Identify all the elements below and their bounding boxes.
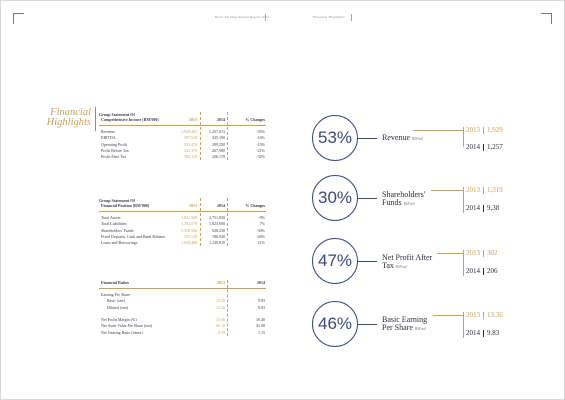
gold-rule: [413, 130, 463, 131]
row-label: Total Liabilities: [101, 221, 127, 227]
row-label: Net Asset Value Per Share (sen): [101, 323, 152, 329]
percent-circle: 47%: [312, 238, 358, 284]
table-header-row: [99, 117, 266, 124]
percent-circle: 46%: [312, 301, 358, 347]
col-header-2013: 2013: [189, 117, 197, 122]
year-2013-value: 2013 1,319: [466, 186, 503, 194]
gold-rule: [433, 315, 463, 316]
col-header-2013: 2013: [189, 203, 197, 208]
section-title-line1: Financial: [50, 107, 91, 118]
value-2013: 0.59: [218, 329, 225, 335]
table-title-sub: Comprehensive Income (RM'000): [101, 117, 159, 122]
highlight-label: Revenue RM'mil: [382, 133, 424, 142]
value-2013: 1,318,930: [181, 227, 197, 233]
value-2013: 397,530: [184, 135, 197, 141]
financial-ratios-table: [99, 280, 266, 336]
row-label: Operating Profit: [101, 141, 128, 147]
value-2014: 335,190: [212, 135, 225, 141]
crop-mark-top-left: [13, 13, 24, 24]
connector-line: [357, 138, 377, 139]
gold-rule: [431, 190, 463, 191]
col-header-2013: 2013: [217, 280, 225, 285]
value-change: -32%: [256, 154, 265, 160]
row-label: Profit After Tax: [101, 154, 127, 160]
value-2013: 13.36: [216, 304, 225, 310]
value-2014: 1,257,013: [209, 129, 225, 134]
gold-bracket: [463, 187, 464, 213]
highlight-label: Shareholders' Funds RM'mil: [382, 190, 426, 207]
value-2013: 341,370: [184, 147, 197, 153]
value-2014: 41.00: [256, 323, 265, 329]
connector-line: [357, 198, 377, 199]
value-2013: 60.10: [216, 323, 225, 329]
title-divider: [95, 107, 96, 131]
value-change: -30%: [256, 227, 265, 233]
row-label: Fixed Deposits, Cash and Bank Balance: [101, 233, 166, 239]
value-2013: 1,702,570: [181, 221, 197, 227]
value-change: -9%: [258, 215, 265, 220]
table-title: Financial Ratios: [101, 280, 129, 285]
value-2014: 16.40: [256, 317, 265, 323]
gold-bracket: [463, 127, 464, 147]
table-header-row: [99, 280, 266, 287]
value-change: 21%: [257, 240, 265, 246]
value-2013: 3,021,500: [181, 215, 197, 220]
col-header-2014: 2014: [257, 280, 265, 285]
value-2014: 186,920: [212, 233, 225, 239]
year-2013-value: 2013 1,929: [466, 126, 503, 134]
gold-bracket: [463, 312, 464, 338]
table-body: [99, 129, 266, 160]
highlight-label: Net Profit After Tax RM'mil: [382, 253, 433, 270]
row-label: Loans and Borrowings: [101, 240, 138, 246]
crop-mark-top-right: [541, 13, 552, 24]
year-2013-value: 2013 13.36: [466, 311, 503, 319]
row-label: Earning Per Share: [101, 292, 131, 297]
table-title: Group Statement Of: [99, 198, 135, 203]
column-separator: [227, 198, 228, 246]
financial-position-table: [99, 198, 266, 246]
table-body: [99, 215, 266, 246]
value-2013: 1,030,480: [181, 240, 197, 246]
row-label: Diluted (sen): [107, 304, 128, 310]
value-2014: 9.83: [258, 298, 265, 304]
section-title: [31, 108, 91, 128]
table-rule: [99, 288, 266, 289]
year-2014-value: 2014 1,257: [466, 143, 503, 151]
row-label: Shareholders' Funds: [101, 227, 134, 233]
running-header-left: Basic Earning Annual Report 2014: [215, 15, 269, 19]
value-change: -35%: [256, 129, 265, 134]
value-2013: 13.36: [216, 298, 225, 304]
highlight-label: Basic Earning Per Share RM'mil: [382, 315, 428, 332]
value-change: -16%: [256, 135, 265, 141]
row-label: Total Assets: [101, 215, 121, 220]
row-label: EBITDA: [101, 135, 116, 141]
row-label: Revenue: [101, 129, 115, 134]
connector-line: [357, 324, 377, 325]
col-header-change: % Changes: [245, 203, 265, 208]
gold-bracket: [463, 250, 464, 276]
header-separator: [351, 14, 352, 21]
value-2014: 2,751,830: [209, 215, 225, 220]
col-header-change: % Changes: [245, 117, 265, 122]
year-2014-value: 2014 206: [466, 267, 498, 275]
col-header-2014: 2014: [217, 117, 225, 122]
table-title-sub: Financial Position (RM'000): [101, 203, 150, 208]
column-separator: [200, 112, 201, 160]
row-label: Profit Before Tax: [101, 147, 129, 153]
value-2013: 302,110: [184, 154, 197, 160]
value-change: 7%: [259, 221, 265, 227]
row-label: Basic (sen): [107, 298, 125, 304]
year-2014-value: 2014 9,38: [466, 204, 500, 212]
column-separator: [227, 112, 228, 160]
connector-line: [357, 261, 377, 262]
header-separator: [265, 14, 266, 21]
row-label: Net Profit Margin (%): [101, 317, 137, 323]
value-2014: 1.15: [258, 329, 265, 335]
table-header-row: [99, 203, 266, 210]
year-2014-value: 2014 9.83: [466, 329, 500, 337]
year-2013-value: 2013 302: [466, 249, 498, 257]
value-2014: 206,170: [212, 154, 225, 160]
table-title: Group Statement Of: [99, 112, 135, 117]
table-row: [99, 240, 266, 246]
comprehensive-income-table: [99, 112, 266, 160]
value-2014: 928,230: [212, 227, 225, 233]
table-body: [99, 292, 266, 336]
row-label: Net Gearing Ratio (times): [101, 329, 143, 335]
column-separator: [200, 198, 201, 246]
section-title-line2: Highlights: [46, 117, 91, 128]
value-change: -21%: [256, 147, 265, 153]
running-header-right: Financial Highlights: [313, 15, 345, 19]
column-separator: [227, 280, 228, 336]
col-header-2014: 2014: [217, 203, 225, 208]
value-2013: 1,929,403: [181, 129, 197, 134]
value-2013: 15.66: [216, 317, 225, 323]
value-2014: 9.83: [258, 304, 265, 310]
value-2014: 1,249,810: [209, 240, 225, 246]
value-2014: 267,980: [212, 147, 225, 153]
percent-circle: 53%: [312, 115, 358, 161]
table-row: [99, 154, 266, 160]
value-2014: 1,823,600: [209, 221, 225, 227]
table-rule: [99, 211, 266, 212]
value-2013: 252,120: [184, 233, 197, 239]
gold-rule: [437, 253, 463, 254]
table-rule: [99, 125, 266, 126]
value-change: -15%: [256, 141, 265, 147]
value-change: -26%: [256, 233, 265, 239]
value-2014: 299,250: [212, 141, 225, 147]
percent-circle: 30%: [312, 175, 358, 221]
table-row: [99, 330, 266, 336]
value-2013: 353,470: [184, 141, 197, 147]
